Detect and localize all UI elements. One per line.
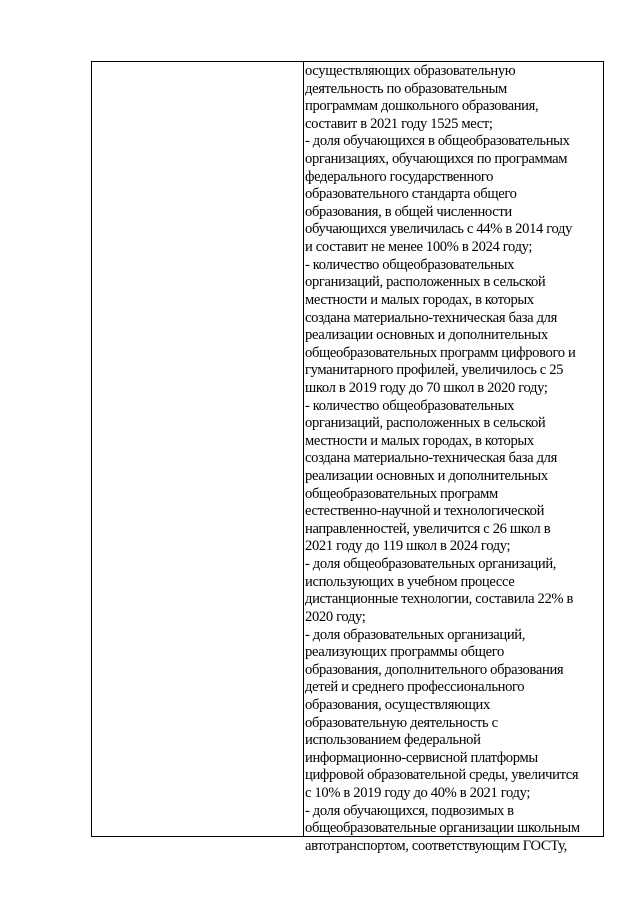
text-line: - количество общеобразовательных	[305, 256, 515, 273]
text-line: детей и среднего профессионального	[305, 679, 525, 696]
text-line: - доля образовательных организаций,	[305, 626, 526, 643]
text-line: информационно-сервисной платформы	[305, 749, 538, 766]
text-line: организациях, обучающихся по программам	[305, 151, 568, 168]
text-line: организаций, расположенных в сельской	[305, 415, 546, 432]
text-line: местности и малых городах, в которых	[305, 432, 534, 449]
text-line: образовательную деятельность с	[305, 714, 498, 731]
text-line: - доля общеобразовательных организаций,	[305, 556, 557, 573]
text-line: обучающихся увеличилась с 44% в 2014 году	[305, 221, 573, 238]
text-line: использующих в учебном процессе	[305, 573, 515, 590]
text-line: деятельность по образовательным	[305, 80, 507, 97]
column-divider	[303, 62, 304, 836]
text-line: местности и малых городах, в которых	[305, 291, 534, 308]
text-line: и составит не менее 100% в 2024 году;	[305, 239, 533, 256]
text-line: образовательного стандарта общего	[305, 186, 517, 203]
text-line: программам дошкольного образования,	[305, 98, 539, 115]
text-line: составит в 2021 году 1525 мест;	[305, 115, 493, 132]
text-line: 2021 году до 119 школ в 2024 году;	[305, 538, 511, 555]
text-line: использованием федеральной	[305, 732, 481, 749]
table-right-cell	[305, 63, 601, 855]
text-line: цифровой образовательной среды, увеличится	[305, 767, 579, 784]
text-line: автотранспортом, соответствующим ГОСТу,	[305, 837, 567, 854]
text-line: образования, в общей численности	[305, 203, 512, 220]
text-line: направленностей, увеличится с 26 школ в	[305, 520, 551, 537]
text-line: федерального государственного	[305, 168, 494, 185]
text-line: естественно-научной и технологической	[305, 503, 545, 520]
text-line: дистанционные технологии, составила 22% в	[305, 591, 574, 608]
text-line: реализующих программы общего	[305, 644, 504, 661]
text-line: общеобразовательных программ	[305, 485, 498, 502]
text-line: 2020 году;	[305, 608, 366, 625]
text-line: гуманитарного профилей, увеличилось с 25	[305, 362, 564, 379]
text-line: реализации основных и дополнительных	[305, 468, 548, 485]
text-line: создана материально-техническая база для	[305, 309, 557, 326]
text-line: образования, дополнительного образования	[305, 661, 564, 678]
text-line: общеобразовательные организации школьным	[305, 820, 580, 837]
text-line: - доля обучающихся, подвозимых в	[305, 802, 514, 819]
text-line: - доля обучающихся в общеобразовательных	[305, 133, 570, 150]
text-line: организаций, расположенных в сельской	[305, 274, 546, 291]
document-table	[91, 61, 604, 854]
text-line: создана материально-техническая база для	[305, 450, 557, 467]
text-line: реализации основных и дополнительных	[305, 327, 548, 344]
text-line: школ в 2019 году до 70 школ в 2020 году;	[305, 379, 548, 396]
text-line: с 10% в 2019 году до 40% в 2021 году;	[305, 784, 531, 801]
text-line: общеобразовательных программ цифрового и	[305, 344, 576, 361]
text-line: осуществляющих образовательную	[305, 63, 516, 79]
text-line: - количество общеобразовательных	[305, 397, 515, 414]
table-left-cell	[92, 62, 303, 836]
text-line: образования, осуществляющих	[305, 696, 490, 713]
